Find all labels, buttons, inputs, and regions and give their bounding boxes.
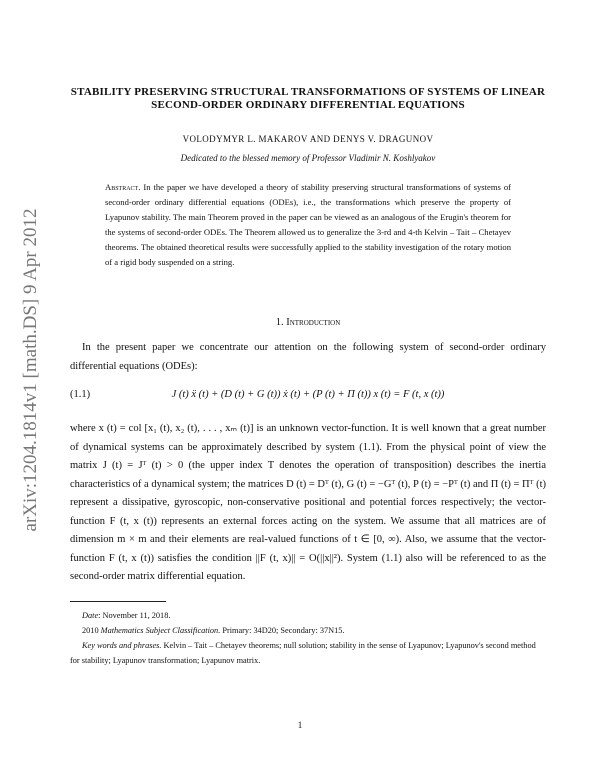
abstract-label: Abstract. bbox=[105, 182, 141, 192]
body-paragraph: where x (t) = col [x₁ (t), x₂ (t), . . . , xₘ (t)] is an unknown vector-function. It is well known that a great number of dynamical systems can be approximately described by system (1.1). From the physical point of view the matrix J (t) = Jᵀ (t) > 0 (the upper index T denotes the operation of transposition) describes the inertia characteristics of a dynamical system; the matrices D (t) = Dᵀ (t), G (t) = −Gᵀ (t), P (t) = −Pᵀ (t) and Π (t) = Πᵀ (t) represent a dissipative, gyroscopic, non-conservative positional and potential forces respectively; the vector-function F (t, x (t)) represents an external forces acting on the system. We assume that all matrices are of dimension m × m and their elements are real-valued functions of t ∈ [0, ∞). Also, we assume that the vector-function F (t, x (t)) satisfies the condition ||F (t, x)|| = O(||x||²). System (1.1) also will be referenced to as the second-order matrix differential equation. bbox=[70, 423, 546, 583]
msc-label: 2010 bbox=[82, 625, 101, 635]
page-number: 1 bbox=[297, 720, 303, 730]
equation-body: J (t) ẍ (t) + (D (t) + G (t)) ẋ (t) + (P (t) + Π (t)) x (t) = F (t, x (t)) bbox=[171, 389, 445, 401]
abstract-text: In the paper we have developed a theory of stability preserving structural transformations of systems of second-order ordinary differential equations (ODEs), i.e., the transformations which preserve the property of Lyapunov stability. The main Theorem proved in the paper can be viewed as an analogous of the Erugin's theorem for the systems of second-order ODEs. The Theorem allowed us to generalize the 3-rd and 4-th Kelvin – Tait – Chetayev theorems. The obtained theoretical results were successfully applied to the stability investigation of the rotary motion of a rigid body suspended on a string. bbox=[105, 182, 511, 267]
keywords-label: Key words and phrases. bbox=[82, 640, 162, 650]
keywords-value: Kelvin – Tait – Chetayev theorems; null solution; stability in the sense of Lyapunov; Lyapunov's second method for stability; Lyapunov transformation; Lyapunov matrix. bbox=[70, 640, 536, 665]
arxiv-sidebar-stamp bbox=[18, 180, 44, 560]
footnotes bbox=[70, 608, 546, 668]
section-heading bbox=[70, 317, 546, 328]
paper-dedication: Dedicated to the blessed memory of Professor Vladimir N. Koshlyakov bbox=[180, 153, 436, 163]
equation-1-1 bbox=[70, 389, 546, 409]
intro-paragraph: In the present paper we concentrate our attention on the following system of second-order ordinary differential equations (ODEs): bbox=[70, 342, 546, 372]
date-label: Date bbox=[82, 610, 99, 620]
footnote-keywords bbox=[70, 638, 546, 668]
abstract bbox=[105, 180, 511, 269]
paper-page bbox=[70, 0, 546, 668]
footnote-rule bbox=[70, 601, 166, 602]
date-value: : November 11, 2018. bbox=[98, 610, 171, 620]
section-title: Introduction bbox=[286, 317, 341, 329]
paper-authors: VOLODYMYR L. MAKAROV AND DENYS V. DRAGUNOV bbox=[182, 134, 434, 144]
section-number: 1. bbox=[275, 317, 284, 329]
msc-italic: Mathematics Subject Classification. bbox=[100, 625, 221, 635]
footnote-date bbox=[70, 608, 546, 623]
equation-number: (1.1) bbox=[70, 389, 91, 401]
msc-value: Primary: 34D20; Secondary: 37N15. bbox=[220, 625, 345, 635]
arxiv-identifier: arXiv:1204.1814v1 [math.DS] 9 Apr 2012 bbox=[20, 208, 41, 532]
paper-title: STABILITY PRESERVING STRUCTURAL TRANSFORMATIONS OF SYSTEMS OF LINEAR SECOND-ORDER ORDINARY DIFFERENTIAL EQUATIONS bbox=[70, 86, 546, 111]
footnote-msc bbox=[70, 623, 546, 638]
